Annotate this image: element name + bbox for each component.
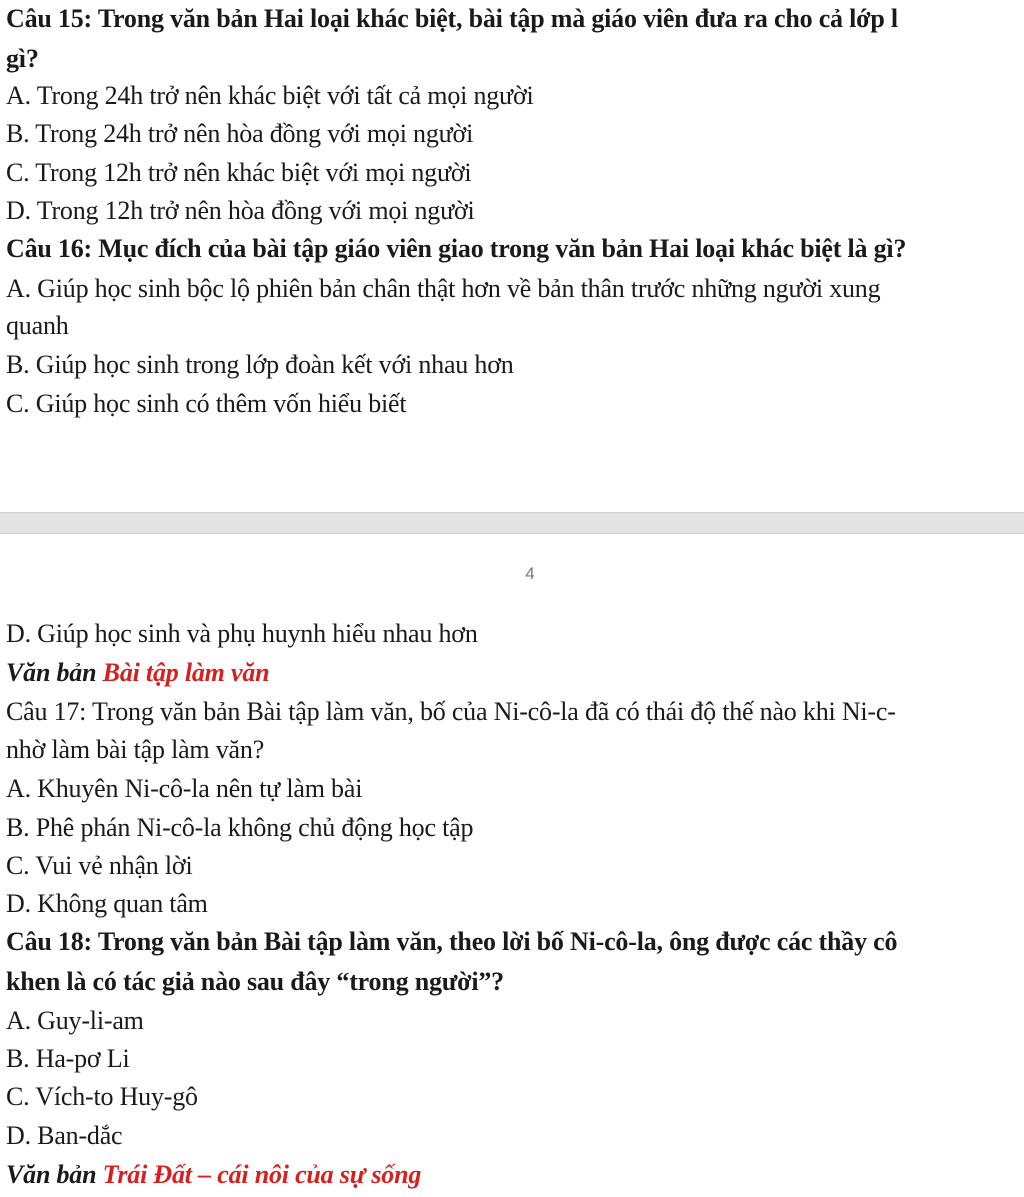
question-16-option-b: B. Giúp học sinh trong lớp đoàn kết với nhau hơn [6,350,514,379]
question-15-line-1: Câu 15: Trong văn bản Hai loại khác biệt, bài tập mà giáo viên đưa ra cho cả lớp l [6,4,898,33]
section-heading-prefix: Văn bản [6,1160,103,1189]
document-page-bottom [0,534,1024,1197]
question-16-option-d: D. Giúp học sinh và phụ huynh hiểu nhau hơn [6,619,478,648]
question-17-line-2: nhờ làm bài tập làm văn? [6,735,265,764]
section-heading-bai-tap-lam-van [6,658,269,688]
section-heading-title: Trái Đất – cái nôi của sự sống [102,1160,422,1189]
question-17-option-d: D. Không quan tâm [6,889,208,918]
question-17-option-c: C. Vui vẻ nhận lời [6,851,193,880]
question-18-option-c: C. Vích-to Huy-gô [6,1082,198,1111]
page-separator [0,512,1024,534]
question-16-option-c: C. Giúp học sinh có thêm vốn hiểu biết [6,389,407,418]
question-16-option-a-line-2: quanh [6,311,69,340]
document-page-top [0,0,1024,512]
question-16-option-a-line-1: A. Giúp học sinh bộc lộ phiên bản chân thật hơn về bản thân trước những người xung [6,274,881,303]
question-17-option-a: A. Khuyên Ni-cô-la nên tự làm bài [6,774,363,803]
section-heading-trai-dat [6,1160,421,1190]
question-15-line-2: gì? [6,44,39,73]
section-heading-prefix: Văn bản [6,658,103,687]
page-number: 4 [525,564,535,583]
question-18-line-1: Câu 18: Trong văn bản Bài tập làm văn, theo lời bố Ni-cô-la, ông được các thầy cô [6,927,898,956]
question-15-option-b: B. Trong 24h trở nên hòa đồng với mọi người [6,119,474,148]
section-heading-title: Bài tập làm văn [102,658,270,687]
question-18-line-2: khen là có tác giả nào sau đây “trong người”? [6,967,504,996]
question-16-line-1: Câu 16: Mục đích của bài tập giáo viên giao trong văn bản Hai loại khác biệt là gì? [6,234,907,263]
question-15-option-a: A. Trong 24h trở nên khác biệt với tất cả mọi người [6,81,534,110]
question-15-option-d: D. Trong 12h trở nên hòa đồng với mọi người [6,196,475,225]
question-18-option-a: A. Guy-li-am [6,1006,144,1035]
question-15-option-c: C. Trong 12h trở nên khác biệt với mọi người [6,158,472,187]
question-18-option-d: D. Ban-dắc [6,1121,123,1150]
question-18-option-b: B. Ha-pơ Li [6,1044,130,1073]
question-17-line-1: Câu 17: Trong văn bản Bài tập làm văn, bố của Ni-cô-la đã có thái độ thế nào khi Ni-c- [6,697,896,726]
question-17-option-b: B. Phê phán Ni-cô-la không chủ động học tập [6,813,474,842]
